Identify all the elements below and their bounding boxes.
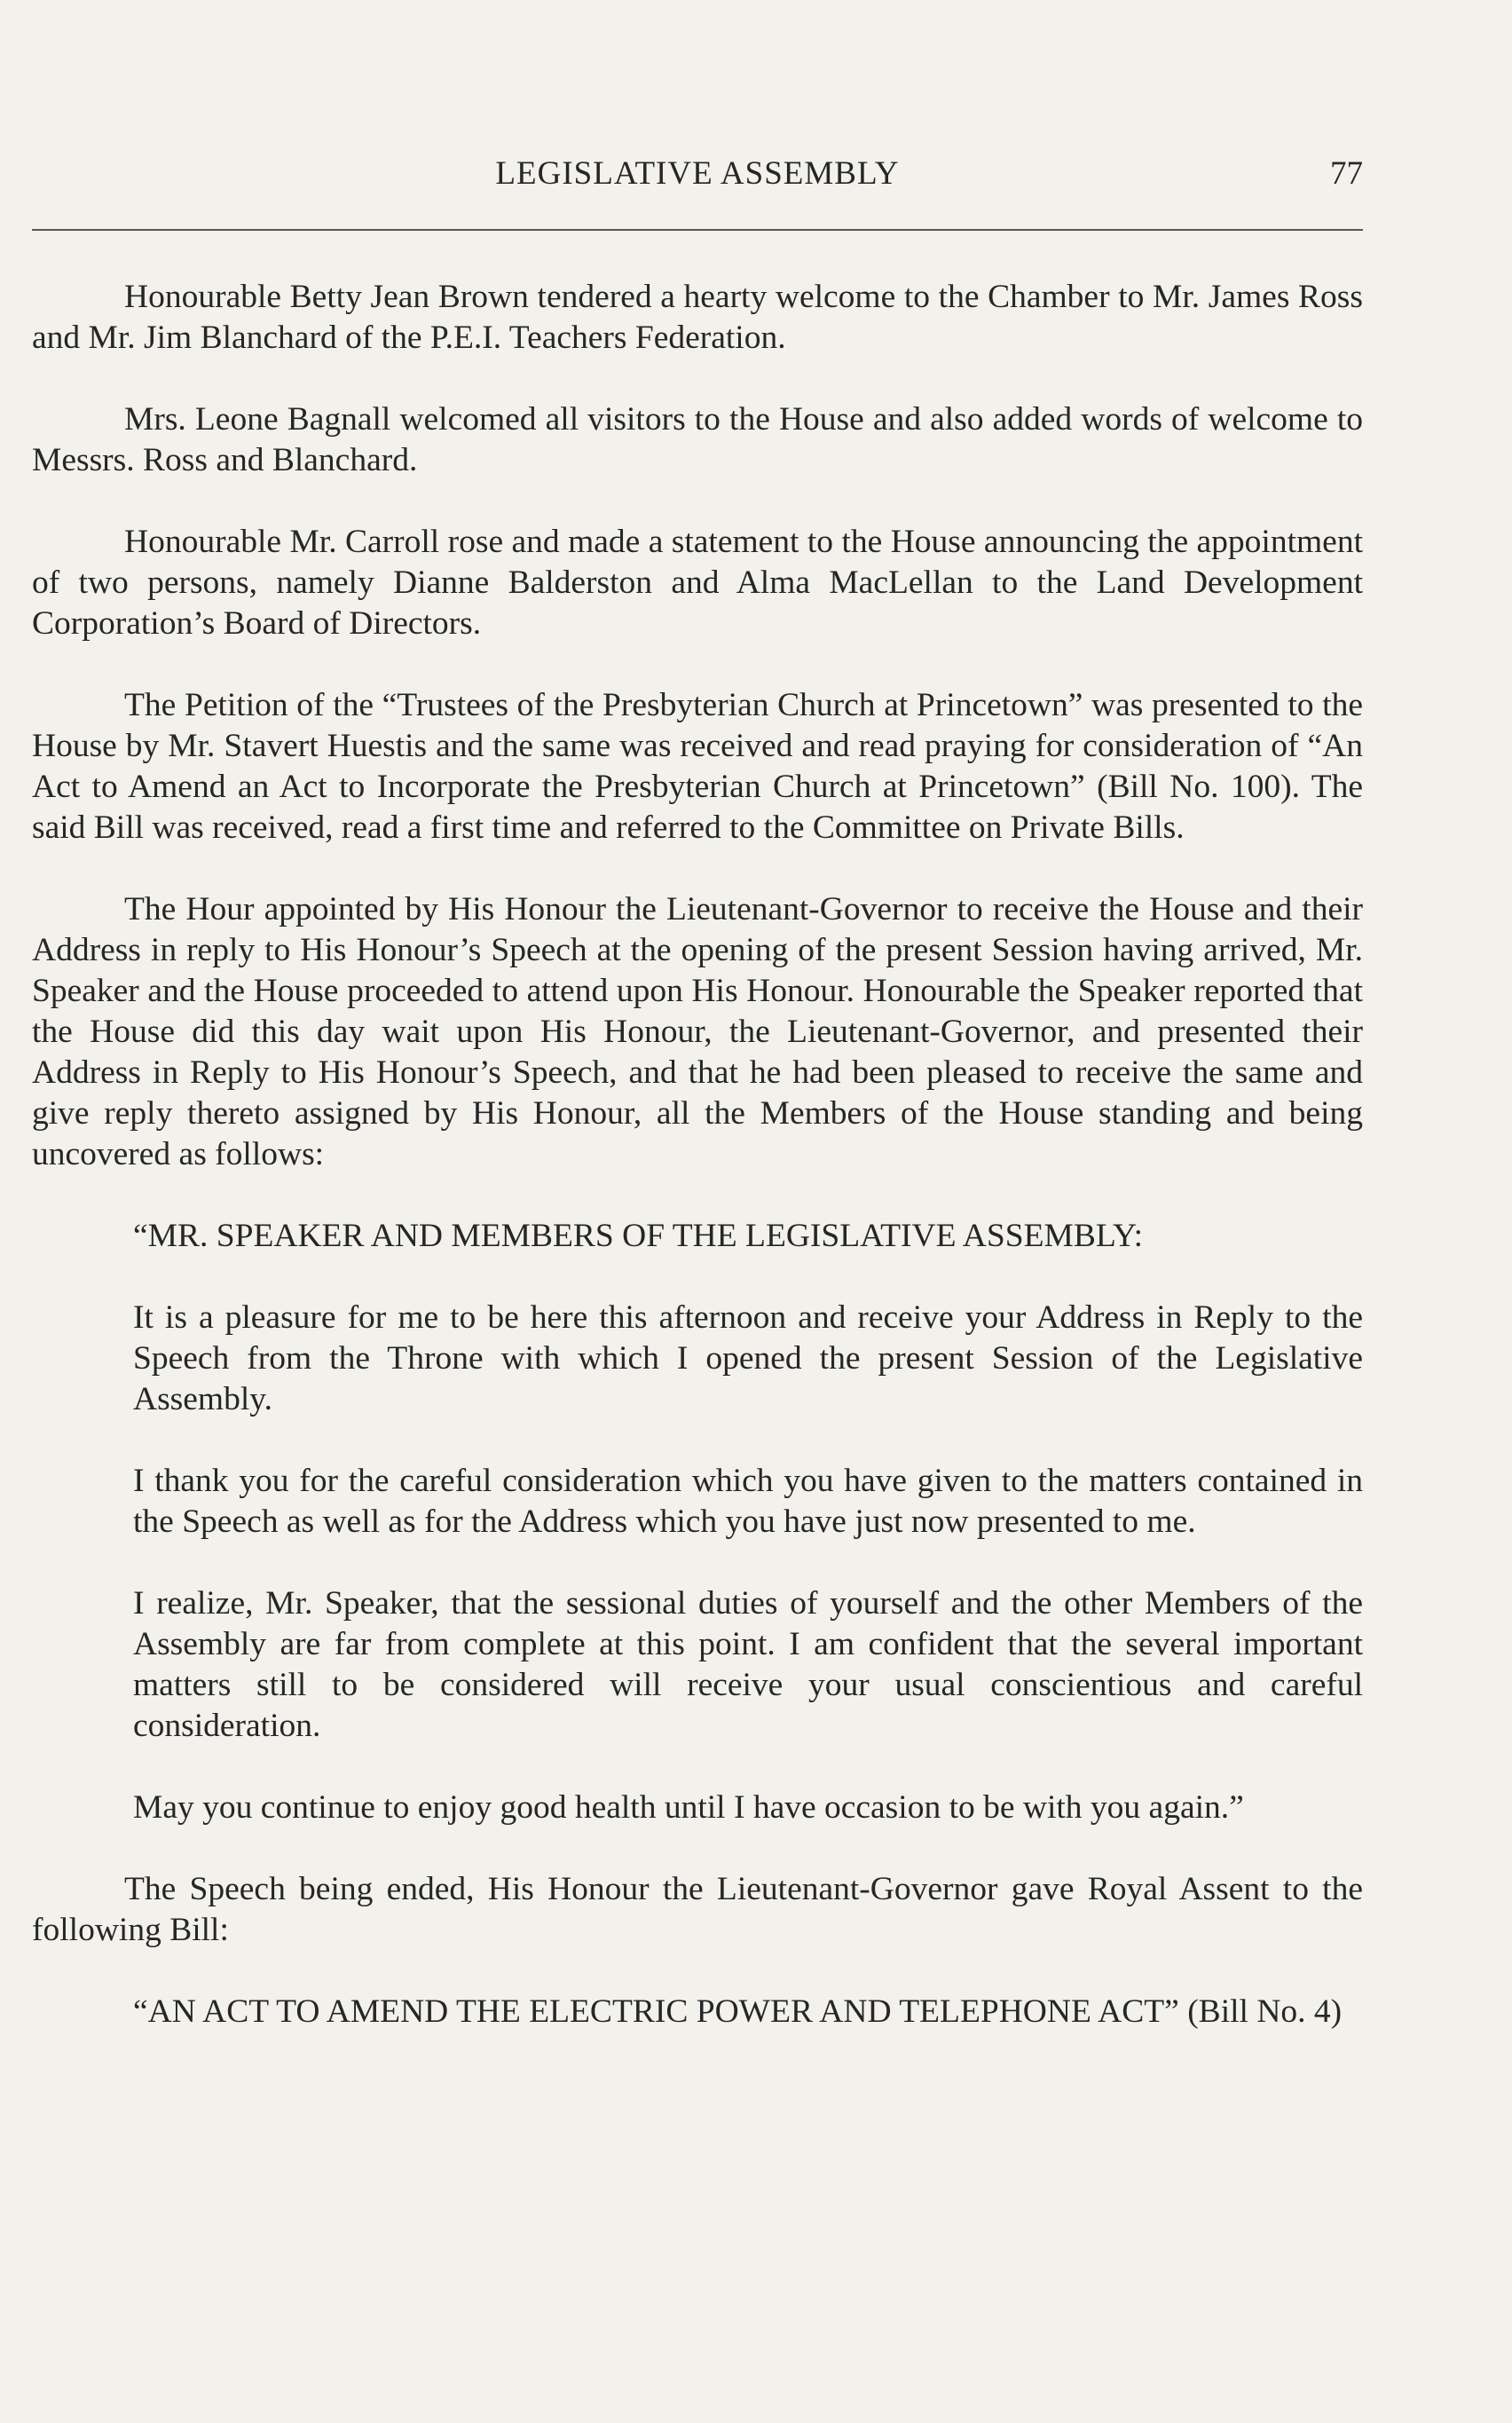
speech-salutation: “MR. SPEAKER AND MEMBERS OF THE LEGISLATIVE ASSEMBLY: [133, 1218, 1144, 1254]
running-title: LEGISLATIVE ASSEMBLY [495, 155, 900, 192]
paragraph-carroll-statement: Honourable Mr. Carroll rose and made a statement to the House announcing the appointment of two persons, namely Dianne Balderston and Alma MacLellan to the Land Development Corporation’s Board of Directors. [32, 524, 1363, 642]
speech-paragraph: I thank you for the careful consideration which you have given to the matters contained in the Speech as well as for the Address which you have just now presented to me. [133, 1463, 1363, 1540]
bill-title: “AN ACT TO AMEND THE ELECTRIC POWER AND TELEPHONE ACT” (Bill No. 4) [133, 1993, 1343, 2030]
body-text [32, 277, 1363, 2073]
running-header [32, 154, 1363, 208]
paragraph-petition: The Petition of the “Trustees of the Presbyterian Church at Princetown” was presented to the House by Mr. Stavert Huestis and the same was received and read praying for consideration of “An Act to Amend an Act to Incorporate the Presbyterian Church at Princetown” (Bill No. 100). The said Bill was received, read a first time and referred to the Committee on Private Bills. [32, 687, 1363, 846]
paragraph-royal-assent: The Speech being ended, His Honour the Lieutenant-Governor gave Royal Assent to the following Bill: [32, 1871, 1363, 1948]
speech-paragraph: I realize, Mr. Speaker, that the sessional duties of yourself and the other Members of the Assembly are far from complete at this point. I am confident that the several important matters still to be considered will receive your usual conscientious and careful consideration. [133, 1585, 1363, 1744]
paragraph-hour-appointed: The Hour appointed by His Honour the Lieutenant-Governor to receive the House and their Address in reply to His Honour’s Speech at the opening of the present Session having arrived, Mr. Speaker and the House proceeded to attend upon His Honour. Honourable the Speaker reported that the House did this day wait upon His Honour, the Lieutenant-Governor, and presented their Address in Reply to His Honour’s Speech, and that he had been pleased to receive the same and give reply thereto assigned by His Honour, all the Members of the House standing and being uncovered as follows: [32, 891, 1363, 1172]
header-rule [32, 229, 1363, 231]
page-number: 77 [1330, 155, 1363, 192]
paragraph-welcome-bagnall: Mrs. Leone Bagnall welcomed all visitors to the House and also added words of welcome to Messrs. Ross and Blanchard. [32, 401, 1363, 478]
speech-paragraph: May you continue to enjoy good health until I have occasion to be with you again.” [133, 1789, 1244, 1826]
paragraph-welcome-brown: Honourable Betty Jean Brown tendered a hearty welcome to the Chamber to Mr. James Ross and Mr. Jim Blanchard of the P.E.I. Teachers Federation. [32, 279, 1363, 356]
speech-paragraph: It is a pleasure for me to be here this afternoon and receive your Address in Reply to the Speech from the Throne with which I opened the present Session of the Legislative Assembly. [133, 1299, 1363, 1417]
